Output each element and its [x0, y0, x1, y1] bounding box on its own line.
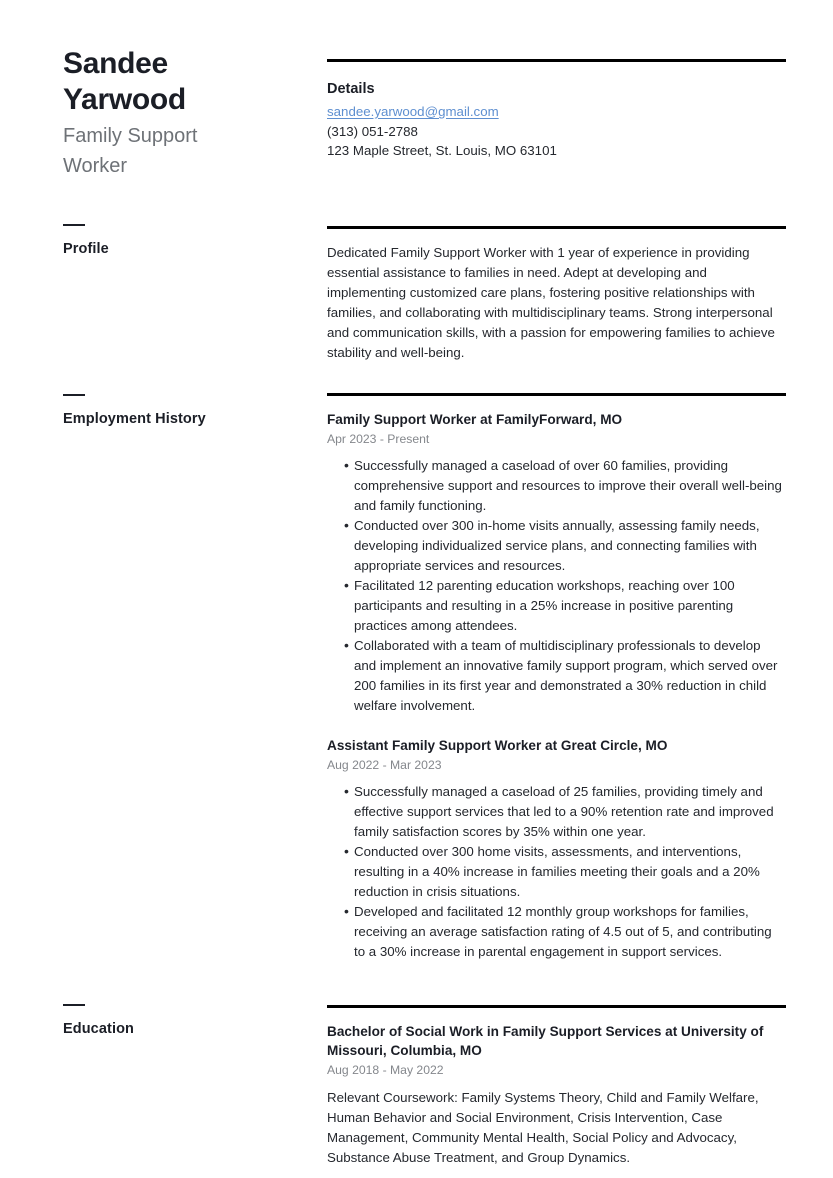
email-link[interactable]: sandee.yarwood@gmail.com: [327, 104, 499, 119]
section-rule: [63, 394, 85, 396]
entry-title: Bachelor of Social Work in Family Support Services at University of Missouri, Columbia, MO: [327, 1024, 764, 1058]
section-divider: [327, 226, 786, 229]
section-divider: [327, 59, 786, 62]
list-item: • Facilitated 12 parenting education workshops, reaching over 100 participants and resulting in a 25% increase in positive parenting practices among attendees.: [327, 576, 786, 636]
left-column: [0, 46, 272, 181]
employment-entry: [327, 736, 786, 962]
sidebar-item-label: Employment History: [63, 411, 206, 427]
list-item: • Conducted over 300 home visits, assessments, and interventions, resulting in a 40% increase in families meeting their goals and a 20% reduction in crisis situations.: [327, 842, 786, 902]
entry-title: Assistant Family Support Worker at Great Circle, MO: [327, 738, 668, 753]
section-divider: [327, 1005, 786, 1008]
details-section: [327, 80, 786, 161]
section-rule: [63, 1004, 85, 1006]
profile-section: [327, 243, 786, 363]
sidebar-item-label: Profile: [63, 241, 109, 257]
entry-title: Family Support Worker at FamilyForward, MO: [327, 412, 623, 427]
address-line: 123 Maple Street, St. Louis, MO 63101: [327, 143, 557, 158]
list-item: • Collaborated with a team of multidisciplinary professionals to develop and implement an innovative family support program, which served over 200 families in its first year and demonstrated a 30% reduction in child welfare involvement.: [327, 636, 786, 716]
last-name: Yarwood: [63, 83, 186, 116]
section-rule: [63, 224, 85, 226]
profile-text: Dedicated Family Support Worker with 1 year of experience in providing essential assistance to families in need. Adept at developing and implementing customized care plans, fostering positive relationships with families, and collaborating with multidisciplinary teams. Strong interpersonal and communication skills, with a passion for empowering families to achieve stability and well-being.: [327, 245, 775, 360]
list-item: • Successfully managed a caseload of 25 families, providing timely and effective support services that led to a 90% retention rate and improved family satisfaction scores by 35% within one year.: [327, 782, 786, 842]
sidebar-item-profile: [63, 224, 313, 258]
page-title: [63, 46, 228, 118]
email-line: [327, 102, 786, 122]
entry-bullets: [327, 456, 786, 716]
details-heading: Details: [327, 81, 375, 97]
list-item: • Conducted over 300 in-home visits annually, assessing family needs, developing individualized service plans, and connecting families with appropriate services and resources.: [327, 516, 786, 576]
list-item: • Developed and facilitated 12 monthly group workshops for families, receiving an average satisfaction rating of 4.5 out of 5, and contributing to a 30% increase in parental engagement in support services.: [327, 902, 786, 962]
section-divider: [327, 393, 786, 396]
entry-description: Relevant Coursework: Family Systems Theory, Child and Family Welfare, Human Behavior and Social Environment, Crisis Intervention, Case Management, Community Mental Health, Social Policy and Advocacy, Substance Abuse Treatment, and Group Dynamics.: [327, 1090, 759, 1165]
sidebar-item-label: Education: [63, 1021, 134, 1037]
entry-date: Apr 2023 - Present: [327, 432, 430, 446]
entry-date: Aug 2022 - Mar 2023: [327, 758, 442, 772]
sidebar-item-employment-history: [63, 394, 313, 428]
entry-date: Aug 2018 - May 2022: [327, 1063, 444, 1077]
employment-section: [327, 410, 786, 962]
education-entry: [327, 1022, 786, 1168]
sidebar-item-education: [63, 1004, 313, 1038]
list-item: • Successfully managed a caseload of over 60 families, providing comprehensive support and resources to improve their overall well-being and family functioning.: [327, 456, 786, 516]
first-name: Sandee: [63, 47, 168, 80]
employment-entry: [327, 410, 786, 716]
entry-bullets: [327, 782, 786, 962]
education-section: [327, 1022, 786, 1168]
job-title: Family Support Worker: [63, 125, 198, 177]
phone-line: (313) 051-2788: [327, 123, 418, 139]
